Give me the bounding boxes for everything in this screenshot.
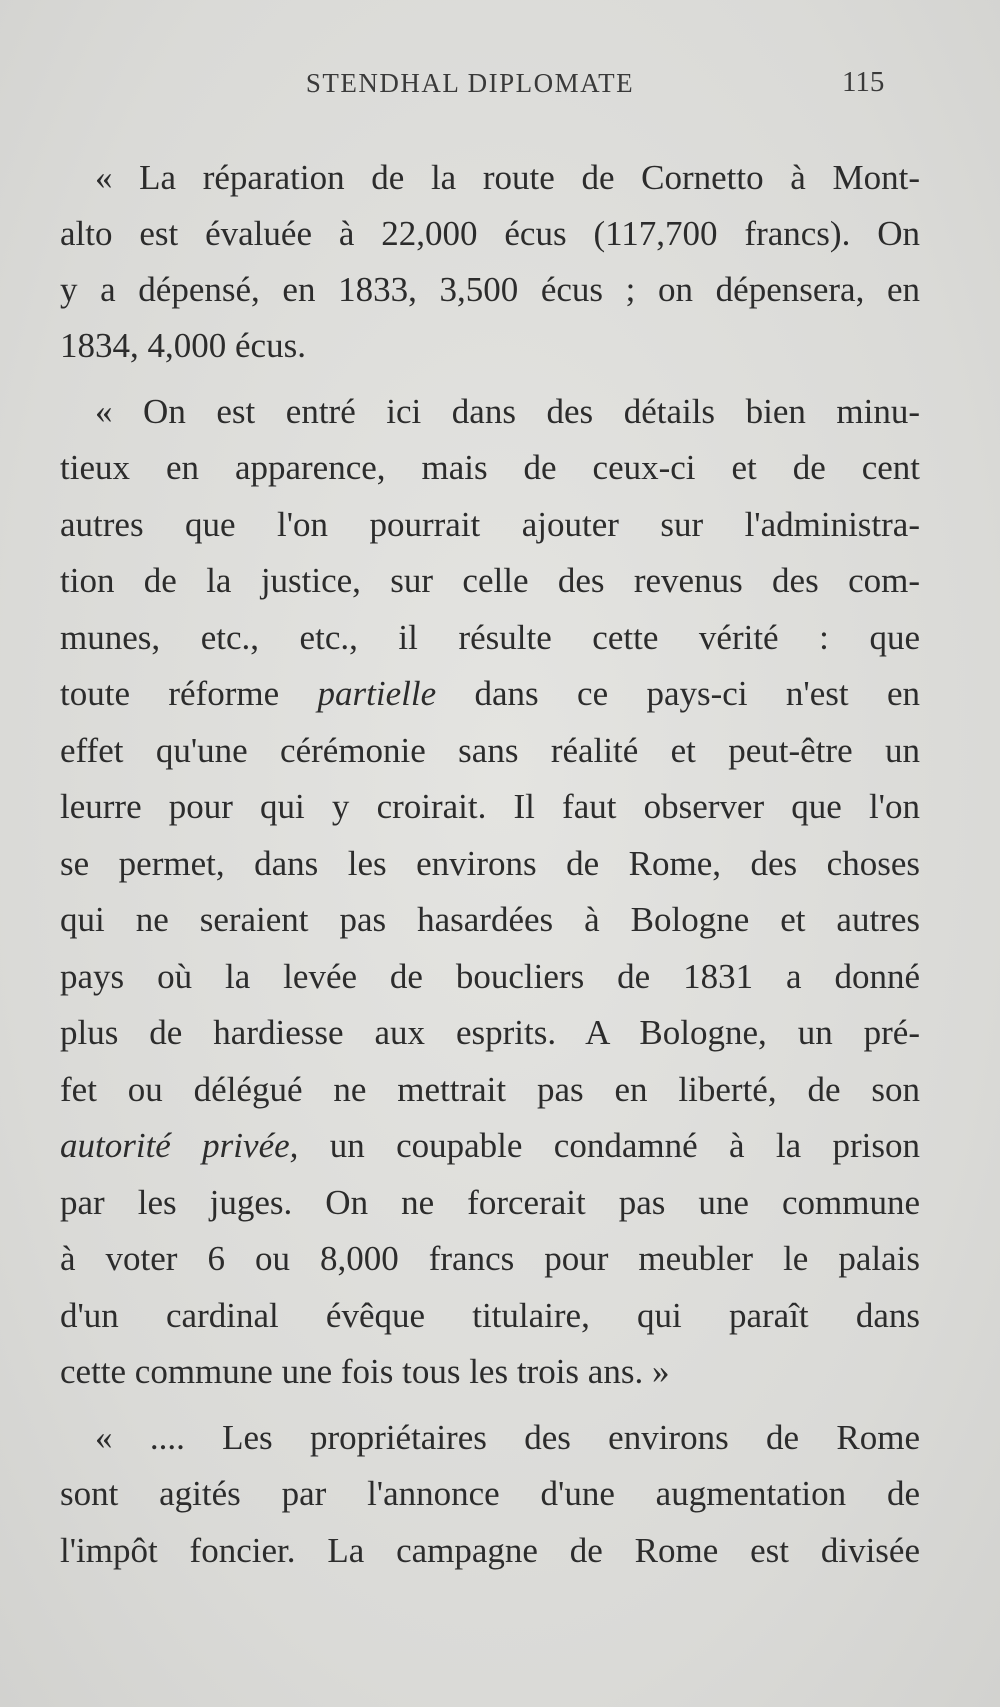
text-line: se permet, dans les environs de Rome, des choses — [60, 844, 920, 883]
text-line: « .... Les propriétaires des environs de Rome — [95, 1418, 920, 1457]
text-line: tion de la justice, sur celle des revenus des com- — [60, 561, 920, 600]
text-line: l'impôt foncier. La campagne de Rome est divisée — [60, 1531, 920, 1570]
running-title: STENDHAL DIPLOMATE — [305, 68, 635, 98]
text-line: leurre pour qui y croirait. Il faut observer que l'on — [60, 787, 920, 826]
text-line — [60, 1126, 920, 1166]
text-line: fet ou délégué ne mettrait pas en liberté, de son — [60, 1070, 920, 1109]
emphasis-text: autorité privée, — [60, 1126, 299, 1165]
text-line: 1834, 4,000 écus. — [60, 326, 306, 365]
text-line: « La réparation de la route de Cornetto à Mont- — [95, 158, 920, 197]
text-line: tieux en apparence, mais de ceux-ci et de cent — [60, 448, 920, 487]
text-line: effet qu'une cérémonie sans réalité et peut-être un — [60, 731, 920, 770]
text-line: y a dépensé, en 1833, 3,500 écus ; on dépensera, en — [60, 270, 920, 309]
emphasis-text: partielle — [317, 674, 437, 713]
text-line: cette commune une fois tous les trois ans. » — [60, 1352, 670, 1391]
text-line: par les juges. On ne forcerait pas une commune — [60, 1183, 920, 1222]
text-line: sont agités par l'annonce d'une augmentation de — [60, 1474, 920, 1513]
text-line: d'un cardinal évêque titulaire, qui paraît dans — [60, 1296, 920, 1335]
text-line: pays où la levée de boucliers de 1831 a donné — [60, 957, 920, 996]
text-segment: toute réforme — [60, 674, 280, 713]
text-line: à voter 6 ou 8,000 francs pour meubler le palais — [60, 1239, 920, 1278]
text-segment: dans ce pays-ci n'est en — [474, 674, 921, 713]
text-line: munes, etc., etc., il résulte cette vérité : que — [60, 618, 920, 657]
text-line: autres que l'on pourrait ajouter sur l'administra- — [60, 505, 920, 544]
text-line — [60, 674, 920, 714]
text-line: plus de hardiesse aux esprits. A Bologne, un pré- — [60, 1013, 920, 1052]
page-number: 115 — [842, 66, 885, 98]
text-line: qui ne seraient pas hasardées à Bologne et autres — [60, 900, 920, 939]
text-line: « On est entré ici dans des détails bien minu- — [95, 392, 920, 431]
text-line: alto est évaluée à 22,000 écus (117,700 francs). On — [60, 214, 920, 253]
text-segment: un coupable condamné à la prison — [329, 1126, 920, 1165]
